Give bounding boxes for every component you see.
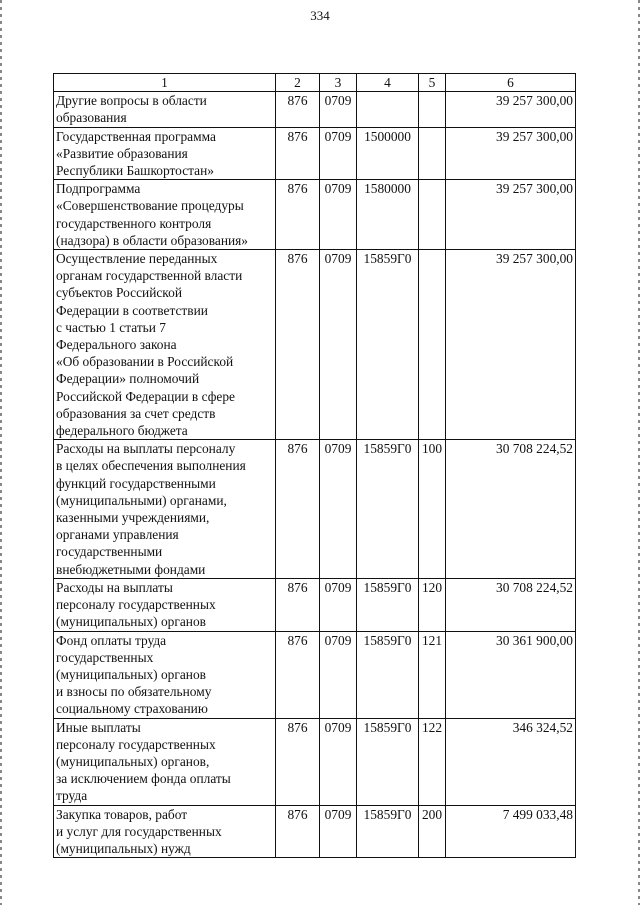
section-code-cell: 0709 — [320, 92, 357, 127]
expense-type-cell: 200 — [419, 805, 446, 858]
expense-type-cell — [419, 180, 446, 250]
row-name-cell: Осуществление переданных органам государственной власти субъектов Российской Федерации в соответствии с частью 1 статьи 7 Федерального закона «Об образовании в Российской Федерации» полномочий Российской Федерации в сфере образования за счет средств федерального бюджета — [54, 250, 276, 440]
amount-cell: 30 361 900,00 — [446, 631, 576, 718]
section-code-cell: 0709 — [320, 440, 357, 579]
expense-type-cell: 120 — [419, 578, 446, 631]
target-code-cell: 1580000 — [357, 180, 419, 250]
amount-cell: 39 257 300,00 — [446, 127, 576, 180]
section-code-cell: 0709 — [320, 805, 357, 858]
table-row — [54, 92, 576, 127]
ministry-code-cell: 876 — [276, 805, 320, 858]
target-code-cell: 15859Г0 — [357, 440, 419, 579]
ministry-code-cell: 876 — [276, 127, 320, 180]
expense-type-cell: 122 — [419, 718, 446, 805]
ministry-code-cell: 876 — [276, 250, 320, 440]
page-number: 334 — [310, 8, 330, 23]
target-code-cell — [357, 92, 419, 127]
amount-cell: 30 708 224,52 — [446, 578, 576, 631]
scan-edge-left — [0, 0, 2, 905]
amount-cell: 39 257 300,00 — [446, 180, 576, 250]
expense-type-cell — [419, 250, 446, 440]
section-code-cell: 0709 — [320, 578, 357, 631]
header-col-4: 4 — [357, 74, 419, 92]
row-name-cell: Иные выплаты персоналу государственных (муниципальных) органов, за исключением фонда оплаты труда — [54, 718, 276, 805]
table-row — [54, 180, 576, 250]
header-col-2: 2 — [276, 74, 320, 92]
row-name-cell: Расходы на выплаты персоналу государственных (муниципальных) органов — [54, 578, 276, 631]
budget-table — [53, 73, 576, 858]
header-col-3: 3 — [320, 74, 357, 92]
section-code-cell: 0709 — [320, 180, 357, 250]
target-code-cell: 15859Г0 — [357, 805, 419, 858]
table-header — [54, 74, 576, 92]
ministry-code-cell: 876 — [276, 578, 320, 631]
table-row — [54, 805, 576, 858]
table-body — [54, 92, 576, 858]
row-name-cell: Другие вопросы в области образования — [54, 92, 276, 127]
amount-cell: 346 324,52 — [446, 718, 576, 805]
target-code-cell: 1500000 — [357, 127, 419, 180]
row-name-cell: Расходы на выплаты персоналу в целях обеспечения выполнения функций государственными (муниципальными) органами, казенными учреждениями, органами управления государственными внебюджетными фондами — [54, 440, 276, 579]
row-name-cell: Закупка товаров, работ и услуг для государственных (муниципальных) нужд — [54, 805, 276, 858]
row-name-cell: Фонд оплаты труда государственных (муниципальных) органов и взносы по обязательному социальному страхованию — [54, 631, 276, 718]
amount-cell: 30 708 224,52 — [446, 440, 576, 579]
target-code-cell: 15859Г0 — [357, 718, 419, 805]
target-code-cell: 15859Г0 — [357, 631, 419, 718]
expense-type-cell: 100 — [419, 440, 446, 579]
header-col-6: 6 — [446, 74, 576, 92]
header-row — [54, 74, 576, 92]
row-name-cell: Подпрограмма «Совершенствование процедуры государственного контроля (надзора) в области образования» — [54, 180, 276, 250]
row-name-cell: Государственная программа «Развитие образования Республики Башкортостан» — [54, 127, 276, 180]
amount-cell: 39 257 300,00 — [446, 250, 576, 440]
section-code-cell: 0709 — [320, 631, 357, 718]
table-row — [54, 718, 576, 805]
section-code-cell: 0709 — [320, 250, 357, 440]
target-code-cell: 15859Г0 — [357, 250, 419, 440]
expense-type-cell — [419, 92, 446, 127]
target-code-cell: 15859Г0 — [357, 578, 419, 631]
ministry-code-cell: 876 — [276, 440, 320, 579]
table-row — [54, 127, 576, 180]
header-col-5: 5 — [419, 74, 446, 92]
ministry-code-cell: 876 — [276, 180, 320, 250]
table-row — [54, 250, 576, 440]
amount-cell: 7 499 033,48 — [446, 805, 576, 858]
table-row — [54, 578, 576, 631]
expense-type-cell: 121 — [419, 631, 446, 718]
header-col-1: 1 — [54, 74, 276, 92]
ministry-code-cell: 876 — [276, 92, 320, 127]
ministry-code-cell: 876 — [276, 631, 320, 718]
amount-cell: 39 257 300,00 — [446, 92, 576, 127]
section-code-cell: 0709 — [320, 127, 357, 180]
ministry-code-cell: 876 — [276, 718, 320, 805]
expense-type-cell — [419, 127, 446, 180]
table-row — [54, 631, 576, 718]
table-row — [54, 440, 576, 579]
section-code-cell: 0709 — [320, 718, 357, 805]
